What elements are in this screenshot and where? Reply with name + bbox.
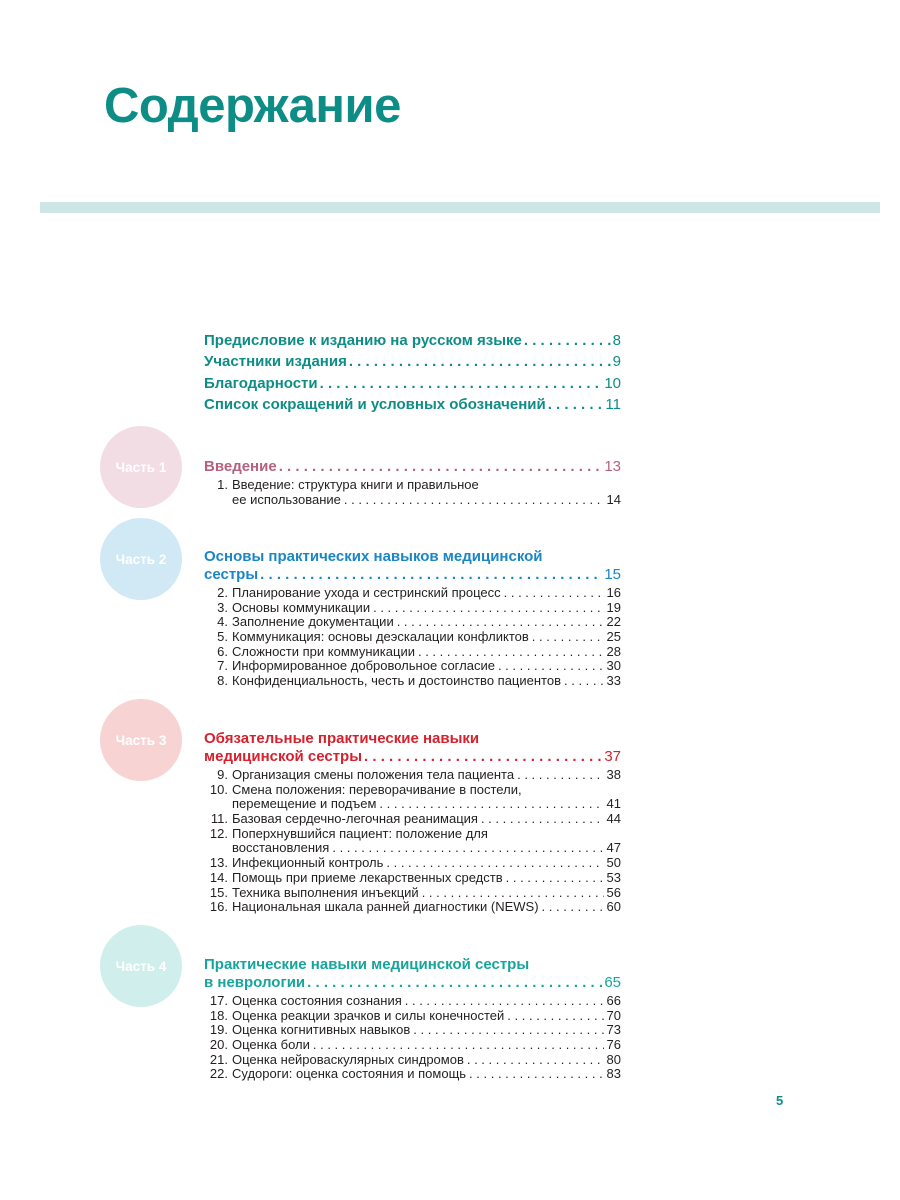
chapter-body [232,586,621,601]
leader-dots [386,856,603,871]
chapter-number: 6. [217,643,228,659]
chapter-row [232,659,621,674]
chapter-page: 73 [606,1022,621,1038]
chapter-body [232,1038,621,1053]
part-badge-label: Часть 4 [115,958,167,974]
chapter-entry[interactable] [204,1009,621,1024]
chapter-entry[interactable] [204,886,621,901]
chapter-page: 47 [606,840,621,856]
chapter-number: 13. [209,855,228,871]
part-title-line1: Основы практических навыков медицинской [204,548,543,565]
chapter-body [232,1053,621,1068]
chapter-body [232,615,621,630]
chapter-entry[interactable] [204,1067,621,1082]
chapter-title-line2-row [232,493,621,508]
leader-dots [373,601,603,616]
part-badge-label: Часть 1 [115,459,167,475]
leader-dots [542,900,604,915]
chapter-list [204,994,621,1082]
chapter-entry[interactable] [204,871,621,886]
chapter-page: 80 [606,1051,621,1067]
chapter-body [232,674,621,689]
chapter-page: 30 [606,658,621,674]
leader-dots [548,396,604,413]
chapter-page: 22 [606,614,621,630]
chapter-page: 76 [606,1037,621,1053]
chapter-number: 19. [209,1022,228,1038]
chapter-page: 60 [606,899,621,915]
chapter-body [232,1023,621,1038]
leader-dots [422,886,604,901]
chapter-body [232,783,621,812]
leader-dots [504,586,604,601]
chapter-entry[interactable] [204,615,621,630]
leader-dots [524,332,611,349]
chapter-entry[interactable] [204,586,621,601]
part-title-line2 [204,748,621,766]
chapter-number: 21. [209,1051,228,1067]
chapter-number: 5. [217,629,228,645]
chapter-entry[interactable] [204,630,621,645]
chapter-row [232,1067,621,1082]
chapter-title: Заполнение документации [232,614,394,630]
chapter-row [232,768,621,783]
leader-dots [349,353,611,370]
chapter-entry[interactable] [204,1038,621,1053]
part-title-text: медицинской сестры [204,748,363,765]
toc-entry[interactable] [204,396,621,417]
chapter-row [232,856,621,871]
chapter-title: Национальная шкала ранней диагностики (NEWS) [232,899,539,915]
part-badge [104,430,178,504]
chapter-body [232,812,621,827]
leader-dots [469,1067,603,1082]
chapter-title-line1: Смена положения: переворачивание в постели, [232,781,522,797]
chapter-body [232,630,621,645]
chapter-title: Организация смены положения тела пациента [232,767,515,782]
chapter-row [232,886,621,901]
toc-entry-page: 9 [612,353,621,371]
chapter-body [232,1067,621,1082]
toc-entry[interactable] [204,375,621,396]
chapter-title: Судороги: оценка состояния и помощь [232,1066,467,1082]
chapter-page: 19 [606,599,621,615]
part-title-text: сестры [204,566,259,583]
chapter-entry[interactable] [204,674,621,689]
chapter-body [232,856,621,871]
toc-entry-title: Список сокращений и условных обозначений [204,395,546,413]
chapter-row [232,994,621,1009]
chapter-entry[interactable] [204,768,621,783]
chapter-number: 20. [209,1037,228,1053]
chapter-entry[interactable] [204,783,621,812]
chapter-title: Планирование ухода и сестринский процесс [232,585,501,600]
chapter-title-line2-row [232,841,621,856]
chapter-title: Основы коммуникации [232,599,371,615]
chapter-row [232,812,621,827]
toc-entry[interactable] [204,353,621,374]
chapter-number: 10. [209,781,228,797]
chapter-title-line2: ее использование [232,491,341,507]
chapter-entry[interactable] [204,478,621,507]
chapter-page: 38 [606,767,621,782]
chapter-body [232,659,621,674]
chapter-row [232,1053,621,1068]
chapter-number: 15. [209,884,228,900]
chapter-body [232,478,621,507]
chapter-row [232,586,621,601]
part-title-page: 37 [604,748,621,765]
chapter-page: 50 [606,855,621,871]
chapter-number: 11. [210,811,228,827]
chapter-page: 53 [606,869,621,885]
chapter-entry[interactable] [204,900,621,915]
toc-entry-title: Предисловие к изданию на русском языке [204,332,522,349]
chapter-body [232,871,621,886]
chapter-row [232,645,621,660]
part-badge [104,703,178,777]
chapter-body [232,827,621,856]
chapter-number: 4. [217,614,228,630]
chapter-page: 33 [606,673,621,689]
chapter-entry[interactable] [204,994,621,1009]
chapter-title: Помощь при приеме лекарственных средств [232,869,503,885]
leader-dots [260,566,602,583]
chapter-row [232,615,621,630]
part-title-line2 [204,974,621,992]
leader-dots [532,630,604,645]
leader-dots [397,615,604,630]
chapter-title-line2: восстановления [232,840,330,856]
chapter-number: 16. [209,899,228,915]
chapter-row [232,630,621,645]
chapter-title: Оценка боли [232,1037,310,1053]
chapter-body [232,1009,621,1024]
chapter-row [232,1038,621,1053]
chapter-entry[interactable] [204,827,621,856]
part-toc [204,730,621,915]
chapter-entry[interactable] [204,1023,621,1038]
chapter-title-line1: Введение: структура книги и правильное [232,477,479,492]
chapter-number: 1. [217,477,228,492]
toc-entry-page: 8 [612,332,621,349]
chapter-page: 25 [606,629,621,645]
part-title-page: 13 [604,458,621,475]
chapter-page: 28 [606,643,621,659]
chapter-title-line2-row [232,797,621,812]
chapter-number: 7. [217,658,228,674]
chapter-number: 8. [217,673,228,689]
chapter-body [232,994,621,1009]
chapter-number: 18. [209,1007,228,1023]
leader-dots [313,1038,604,1053]
chapter-row [232,900,621,915]
part-title-page: 65 [604,974,621,991]
chapter-list [204,768,621,915]
chapter-title: Инфекционный контроль [232,855,384,871]
toc-entry-title: Благодарности [204,374,318,392]
chapter-number: 2. [217,585,228,600]
leader-dots [564,674,604,689]
chapter-list [204,478,621,507]
chapter-row [232,1009,621,1024]
chapter-row [232,674,621,689]
leader-dots [517,768,603,783]
chapter-page: 56 [606,884,621,900]
chapter-body [232,900,621,915]
part-title-text: Введение [204,458,277,475]
part-badge-label: Часть 2 [115,551,167,567]
chapter-page: 14 [606,491,621,507]
chapter-entry[interactable] [204,645,621,660]
chapter-page: 16 [606,585,621,600]
leader-dots [344,493,604,508]
chapter-title: Коммуникация: основы деэскалации конфликтов [232,629,529,645]
chapter-title: Оценка состояния сознания [232,993,402,1008]
chapter-page: 44 [606,811,621,827]
leader-dots [332,841,603,856]
part-toc [204,956,621,1082]
chapter-row [232,871,621,886]
leader-dots [364,748,602,765]
part-title[interactable] [204,548,621,584]
chapter-title-line2: перемещение и подъем [232,796,377,812]
chapter-number: 17. [209,993,228,1008]
part-title-line1: Обязательные практические навыки [204,730,480,747]
chapter-entry[interactable] [204,1053,621,1068]
toc-entry-page: 10 [604,374,621,392]
chapter-list [204,586,621,689]
leader-dots [405,994,604,1009]
part-toc [204,458,621,507]
chapter-page: 83 [606,1066,621,1082]
chapter-number: 12. [209,825,228,841]
chapter-title: Оценка нейроваскулярных синдромов [232,1051,464,1067]
chapter-title: Базовая сердечно-легочная реанимация [232,811,478,827]
toc-entry[interactable] [204,332,621,353]
part-title[interactable] [204,956,621,992]
chapter-body [232,886,621,901]
leader-dots [379,797,603,812]
part-title-page: 15 [604,566,621,583]
chapter-page: 70 [606,1007,621,1023]
chapter-number: 9. [217,767,228,782]
part-title-line1: Практические навыки медицинской сестры [204,956,530,973]
part-badge [104,929,178,1003]
chapter-title: Оценка когнитивных навыков [232,1022,411,1038]
part-badge-label: Часть 3 [115,732,167,748]
chapter-entry[interactable] [204,601,621,616]
chapter-entry[interactable] [204,659,621,674]
chapter-number: 14. [209,869,228,885]
chapter-title: Конфиденциальность, честь и достоинство пациентов [232,673,561,689]
leader-dots [418,645,604,660]
toc-entry-page: 11 [605,395,621,413]
chapter-title: Информированное добровольное согласие [232,658,495,674]
leader-dots [481,812,604,827]
part-title[interactable] [204,730,621,766]
chapter-row [232,601,621,616]
leader-dots [507,1009,603,1024]
leader-dots [320,375,603,392]
part-badge [104,522,178,596]
chapter-body [232,645,621,660]
page-title: Содержание [104,79,401,133]
chapter-body [232,601,621,616]
chapter-number: 3. [217,599,228,615]
page-number: 5 [776,1093,784,1108]
leader-dots [506,871,604,886]
chapter-entry[interactable] [204,812,621,827]
part-title[interactable] [204,458,621,476]
chapter-body [232,768,621,783]
leader-dots [279,458,603,475]
leader-dots [498,659,604,674]
chapter-title: Техника выполнения инъекций [232,884,419,900]
part-title-text: в неврологии [204,974,306,991]
toc-entry-title: Участники издания [204,353,347,371]
front-matter-list [204,332,621,417]
chapter-row [232,1023,621,1038]
part-title-line2 [204,566,621,584]
leader-dots [467,1053,604,1068]
chapter-entry[interactable] [204,856,621,871]
chapter-number: 22. [209,1066,228,1082]
chapter-title: Сложности при коммуникации [232,643,415,659]
part-toc [204,548,621,689]
chapter-title-line1: Поперхнувшийся пациент: положение для [232,825,488,841]
leader-dots [307,974,602,991]
chapter-page: 66 [606,993,621,1008]
chapter-title: Оценка реакции зрачков и силы конечностей [232,1007,505,1023]
title-rule [40,202,880,213]
leader-dots [413,1023,603,1038]
chapter-page: 41 [606,796,621,812]
